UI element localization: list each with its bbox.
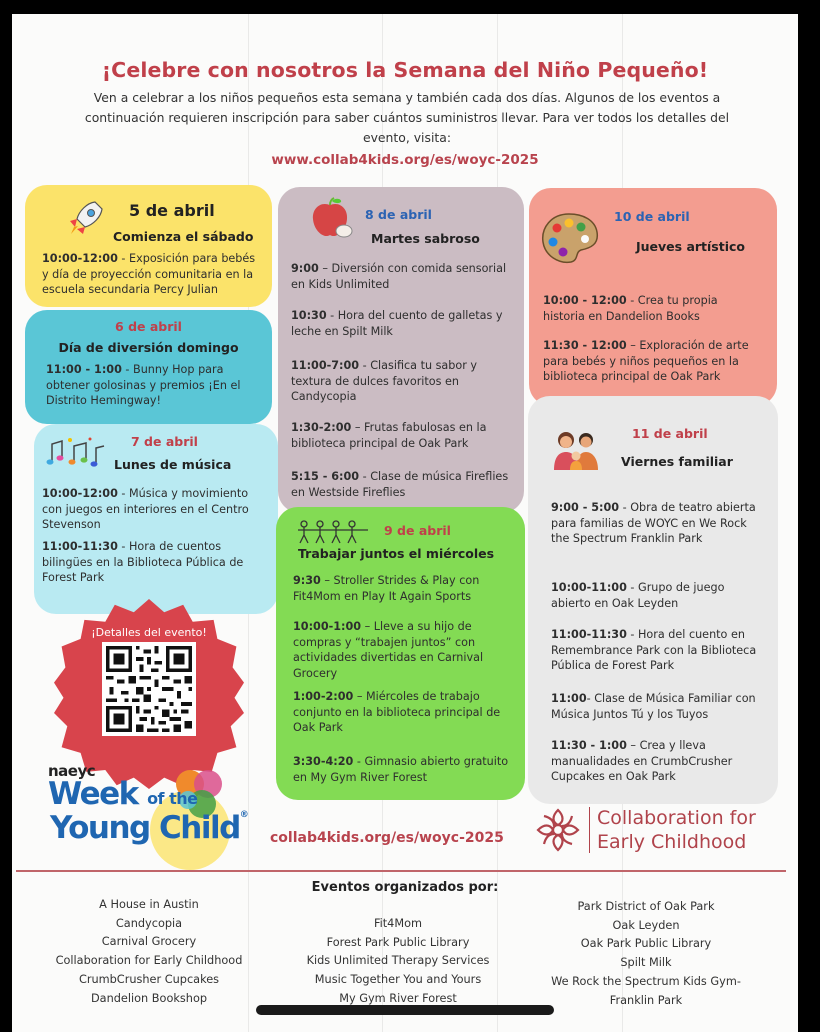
event-desc: - Hora del cuento de galletas y leche en Spilt Milk bbox=[291, 309, 503, 338]
event-item bbox=[551, 627, 771, 674]
event-desc: - Crea tu propia historia en Dandelion Books bbox=[543, 294, 718, 323]
day-heading: Trabajar juntos el miércoles bbox=[298, 546, 495, 561]
day-card-apr11 bbox=[528, 396, 778, 804]
day-card-apr7 bbox=[34, 424, 278, 614]
woyc-registered-mark: ® bbox=[239, 810, 248, 820]
flyer-page bbox=[12, 14, 798, 1032]
event-item bbox=[551, 738, 766, 785]
organizer-item: A House in Austin bbox=[99, 898, 199, 911]
event-desc: - Hora del cuento en Remembrance Park con la Biblioteca Pública de Forest Park bbox=[551, 628, 757, 672]
event-time: 11:00-11:30 bbox=[551, 628, 627, 641]
day-heading: Jueves artístico bbox=[636, 239, 746, 254]
event-item bbox=[293, 573, 521, 604]
day-heading: Lunes de música bbox=[114, 457, 232, 472]
event-desc: - Hora de cuentos bilingües en la Biblioteca Pública de Forest Park bbox=[42, 540, 244, 584]
event-item bbox=[293, 689, 521, 736]
event-desc: - Grupo de juego abierto en Oak Leyden bbox=[551, 581, 725, 610]
event-item bbox=[293, 754, 521, 785]
event-time: 11:00 - 1:00 bbox=[46, 363, 122, 376]
event-item bbox=[291, 261, 519, 292]
event-item bbox=[42, 539, 266, 586]
event-time: 11:00-11:30 bbox=[42, 540, 118, 553]
organizer-item: Forest Park Public Library bbox=[326, 935, 470, 949]
music-notes-icon bbox=[42, 436, 108, 470]
event-desc: – Stroller Strides & Play con Fit4Mom en Play It Again Sports bbox=[293, 574, 480, 603]
event-item bbox=[42, 486, 266, 533]
day-heading: Viernes familiar bbox=[621, 454, 733, 469]
event-item bbox=[543, 338, 765, 385]
event-item bbox=[551, 500, 766, 547]
event-desc: - Música y movimiento con juegos en interiores en el Centro Stevenson bbox=[42, 487, 249, 531]
collab-line2: Early Childhood bbox=[597, 831, 747, 853]
event-desc: – Exploración de arte para bebés y niños pequeños en la biblioteca principal de Oak Park bbox=[543, 339, 749, 383]
event-desc: - Obra de teatro abierta para familias de WOYC en We Rock the Spectrum Franklin Park bbox=[551, 501, 756, 545]
event-time: 3:30-4:20 bbox=[293, 755, 354, 768]
home-indicator[interactable] bbox=[256, 1005, 554, 1015]
event-item bbox=[293, 619, 521, 681]
day-heading: Martes sabroso bbox=[371, 231, 480, 246]
event-desc: – Frutas fabulosas en la biblioteca principal de Oak Park bbox=[291, 421, 487, 450]
event-desc: - Clase de Música Familiar con Música Juntos Tú y los Tuyos bbox=[551, 692, 756, 721]
event-time: 9:00 bbox=[291, 262, 319, 275]
event-item bbox=[551, 691, 766, 722]
event-time: 11:00 bbox=[551, 692, 587, 705]
event-time: 10:30 bbox=[291, 309, 327, 322]
family-icon bbox=[550, 430, 602, 472]
event-time: 1:00-2:00 bbox=[293, 690, 354, 703]
intro-text: Ven a celebrar a los niños pequeños esta semana y también cada dos días. Algunos de los eventos a continuación requieren inscripción para saber cuántos suministros llevar. Para ver todos los detalles del evento, visita: bbox=[84, 90, 730, 145]
event-item bbox=[551, 580, 751, 611]
rocket-icon bbox=[65, 197, 107, 239]
organizers-col-1 bbox=[42, 896, 256, 1008]
event-desc: - Clasifica tu sabor y textura de dulces favoritos en Candycopia bbox=[291, 359, 478, 403]
event-item bbox=[543, 293, 763, 324]
collab-divider bbox=[589, 807, 590, 853]
organizer-item: Candycopia bbox=[115, 916, 183, 930]
event-time: 10:00-1:00 bbox=[293, 620, 362, 633]
event-item bbox=[291, 469, 519, 500]
day-card-apr9 bbox=[276, 507, 525, 800]
day-card-apr8 bbox=[278, 187, 524, 513]
woyc-young-child: Young Child bbox=[50, 810, 240, 846]
organizer-item: Franklin Park bbox=[609, 993, 683, 1007]
organizer-item: My Gym River Forest bbox=[339, 991, 457, 1005]
day-date: 11 de abril bbox=[632, 426, 708, 441]
event-desc: – Lleve a su hijo de compras y “trabajen juntos” con actividades divertidas en Carnival Grocery bbox=[293, 620, 484, 680]
divider bbox=[16, 870, 786, 872]
day-card-apr5 bbox=[25, 185, 272, 307]
event-item bbox=[291, 420, 519, 451]
footer-url-link[interactable]: collab4kids.org/es/woyc-2025 bbox=[270, 830, 504, 846]
event-desc: - Gimnasio abierto gratuito en My Gym River Forest bbox=[293, 755, 509, 784]
event-time: 11:30 - 12:00 bbox=[543, 339, 627, 352]
woyc-line1 bbox=[48, 776, 197, 812]
day-heading: Comienza el sábado bbox=[113, 229, 254, 244]
day-date: 8 de abril bbox=[365, 207, 432, 222]
organizer-item: Oak Leyden bbox=[612, 918, 680, 932]
woyc-logo bbox=[40, 762, 270, 872]
day-card-apr6 bbox=[25, 310, 272, 424]
day-date: 10 de abril bbox=[614, 209, 690, 224]
organizers-col-3 bbox=[540, 898, 752, 1010]
event-time: 1:30-2:00 bbox=[291, 421, 352, 434]
event-time: 5:15 - 6:00 bbox=[291, 470, 360, 483]
event-desc: - Exposición para bebés y día de proyección comunitaria en la escuela secundaria Percy Julian bbox=[42, 252, 256, 296]
apple-icon bbox=[308, 197, 356, 241]
organizer-item: Music Together You and Yours bbox=[314, 973, 482, 987]
event-time: 11:30 - 1:00 bbox=[551, 739, 627, 752]
day-date: 5 de abril bbox=[129, 201, 215, 220]
organizer-item: Oak Park Public Library bbox=[580, 937, 712, 951]
organizer-item: Fit4Mom bbox=[373, 917, 423, 930]
event-desc: – Crea y lleva manualidades en CrumbCrusher Cupcakes en Oak Park bbox=[551, 739, 733, 783]
paint-palette-icon bbox=[539, 210, 601, 266]
organizer-item: Collaboration for Early Childhood bbox=[55, 954, 243, 968]
event-time: 9:00 - 5:00 bbox=[551, 501, 620, 514]
event-item bbox=[46, 362, 258, 409]
day-heading: Día de diversión domingo bbox=[58, 340, 239, 355]
qr-label: ¡Detalles del evento! bbox=[91, 626, 207, 639]
page-title: ¡Celebre con nosotros la Semana del Niño Pequeño! bbox=[101, 58, 709, 82]
event-desc: – Diversión con comida sensorial en Kids Unlimited bbox=[291, 262, 507, 291]
collab-line1: Collaboration for bbox=[597, 807, 756, 829]
event-time: 10:00 - 12:00 bbox=[543, 294, 627, 307]
event-desc: - Clase de música Fireflies en Westside Fireflies bbox=[291, 470, 509, 499]
event-time: 10:00-12:00 bbox=[42, 252, 118, 265]
event-item bbox=[291, 308, 519, 339]
day-card-apr10 bbox=[529, 188, 777, 406]
woyc-of-the: of the bbox=[147, 789, 198, 808]
organizer-item: We Rock the Spectrum Kids Gym- bbox=[551, 974, 741, 988]
organizer-item: Kids Unlimited Therapy Services bbox=[306, 954, 490, 968]
organizer-item: CrumbCrusher Cupcakes bbox=[78, 972, 220, 986]
day-date: 7 de abril bbox=[131, 434, 198, 449]
collab-name bbox=[597, 806, 756, 854]
organizer-item: Park District of Oak Park bbox=[577, 900, 715, 913]
event-time: 10:00-11:00 bbox=[551, 581, 627, 594]
event-url-link[interactable]: www.collab4kids.org/es/woyc-2025 bbox=[271, 152, 539, 168]
event-time: 10:00-12:00 bbox=[42, 487, 118, 500]
naeyc-logo-text: naeyc bbox=[48, 762, 96, 780]
event-desc: – Miércoles de trabajo conjunto en la biblioteca principal de Oak Park bbox=[293, 690, 501, 734]
organizers-title: Eventos organizados por: bbox=[311, 880, 499, 895]
organizer-item: Dandelion Bookshop bbox=[90, 991, 208, 1005]
event-time: 9:30 bbox=[293, 574, 321, 587]
event-item bbox=[42, 251, 264, 298]
organizers-col-2 bbox=[289, 915, 507, 1009]
event-item bbox=[291, 358, 519, 405]
woyc-line2 bbox=[50, 810, 247, 846]
qr-code[interactable] bbox=[102, 642, 196, 736]
collab-logo-icon bbox=[534, 806, 582, 854]
organizer-item: Carnival Grocery bbox=[101, 935, 197, 949]
organizer-item: Spilt Milk bbox=[620, 956, 672, 970]
woyc-week: Week bbox=[48, 776, 138, 812]
day-date: 9 de abril bbox=[384, 523, 451, 538]
day-date: 6 de abril bbox=[115, 319, 182, 334]
event-time: 11:00-7:00 bbox=[291, 359, 360, 372]
kids-chain-icon bbox=[296, 519, 372, 545]
event-desc: - Bunny Hop para obtener golosinas y premios ¡En el Distrito Hemingway! bbox=[46, 363, 241, 407]
